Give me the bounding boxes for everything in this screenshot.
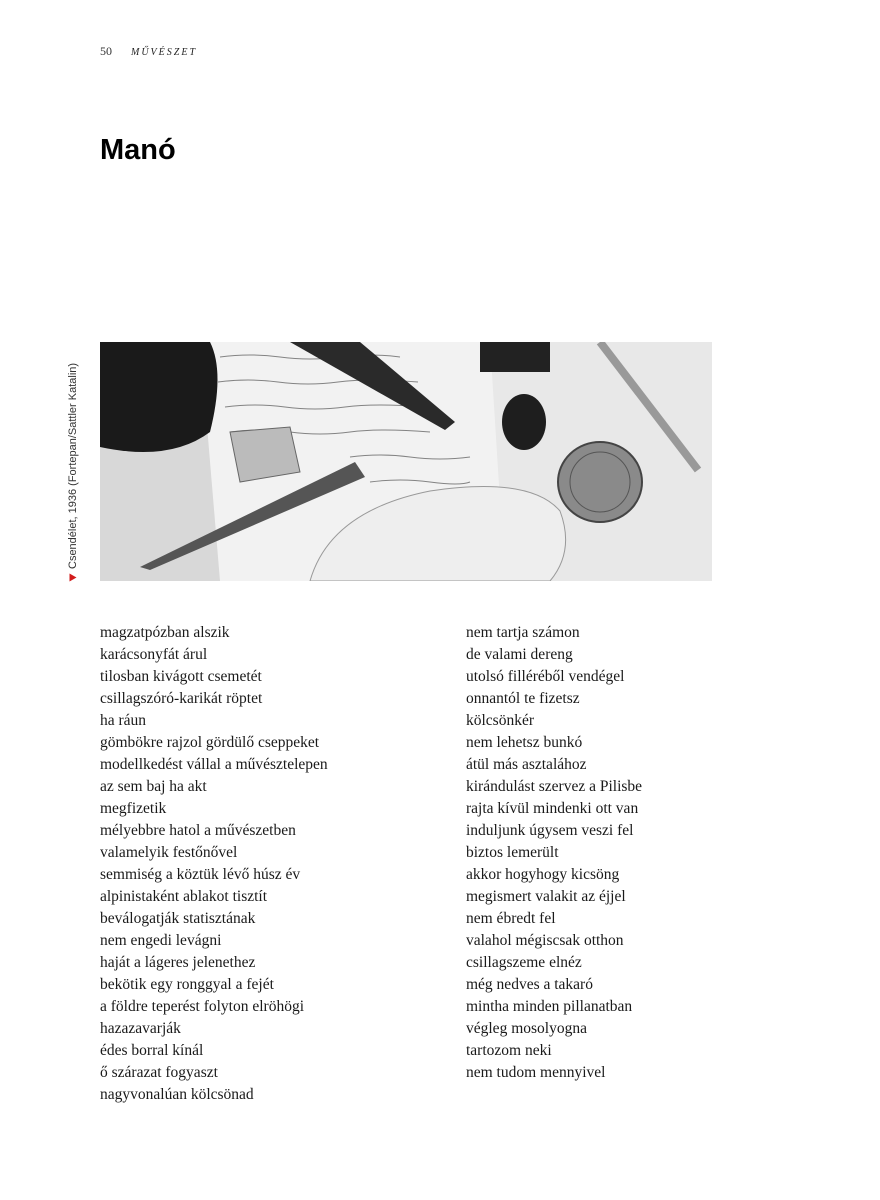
poem-line: nem lehetsz bunkó bbox=[466, 734, 583, 751]
poem-line: nem engedi levágni bbox=[100, 932, 222, 949]
poem-line: kölcsönkér bbox=[466, 712, 535, 729]
poem-line: megfizetik bbox=[100, 800, 167, 817]
caption-marker-icon bbox=[70, 574, 77, 582]
poem-line: alpinistaként ablakot tisztít bbox=[100, 888, 268, 905]
poem-line: végleg mosolyogna bbox=[466, 1020, 587, 1037]
poem-line: csillagszeme elnéz bbox=[466, 954, 582, 971]
poem-line: haját a lágeres jelenethez bbox=[100, 954, 256, 971]
photo-image bbox=[100, 342, 712, 581]
still-life-photo bbox=[100, 342, 712, 581]
poem-line: tilosban kivágott csemetét bbox=[100, 668, 262, 685]
poem-line: az sem baj ha akt bbox=[100, 778, 207, 795]
poem-line: valahol mégiscsak otthon bbox=[466, 932, 624, 949]
poem-line: semmiség a köztük lévő húsz év bbox=[100, 866, 301, 883]
poem-line: de valami dereng bbox=[466, 646, 573, 663]
poem-line: akkor hogyhogy kicsöng bbox=[466, 866, 620, 883]
poem-line: édes borral kínál bbox=[100, 1042, 204, 1059]
poem-line: nem tudom mennyivel bbox=[466, 1064, 606, 1081]
poem-line: utolsó filléréből vendégel bbox=[466, 668, 625, 685]
running-header bbox=[100, 44, 197, 59]
poem-line: tartozom neki bbox=[466, 1042, 552, 1059]
poem-title: Manó bbox=[100, 134, 176, 166]
poem-line: mélyebbre hatol a művészetben bbox=[100, 822, 296, 839]
poem-line: kirándulást szervez a Pilisbe bbox=[466, 778, 643, 795]
poem-line: valamelyik festőnővel bbox=[100, 844, 238, 861]
poem-line: induljunk úgysem veszi fel bbox=[466, 822, 634, 839]
poem-line: nem tartja számon bbox=[466, 624, 580, 641]
poem-line: nagyvonalúan kölcsönad bbox=[100, 1086, 254, 1103]
poem-line: ha ráun bbox=[100, 712, 147, 729]
photo-caption-text: Csendélet, 1936 (Fortepan/Sattler Katalin) bbox=[67, 362, 79, 569]
photo-caption bbox=[67, 363, 79, 581]
poem-line: megismert valakit az éjjel bbox=[466, 888, 626, 905]
poem-line: a földre teperést folyton elröhögi bbox=[100, 998, 305, 1015]
poem-line: nem ébredt fel bbox=[466, 910, 556, 927]
poem-line: mintha minden pillanatban bbox=[466, 998, 633, 1015]
poem-line: rajta kívül mindenki ott van bbox=[466, 800, 639, 817]
poem-line: ő szárazat fogyaszt bbox=[100, 1064, 218, 1081]
poem-line: biztos lemerült bbox=[466, 844, 559, 861]
poem-line: csillagszóró-karikát röptet bbox=[100, 690, 263, 707]
poem-line: bekötik egy ronggyal a fejét bbox=[100, 976, 274, 993]
poem-line: átül más asztalához bbox=[466, 756, 587, 773]
page-number: 50 bbox=[100, 44, 112, 58]
poem-line: magzatpózban alszik bbox=[100, 624, 230, 641]
section-name: MŰVÉSZET bbox=[131, 47, 197, 58]
poem-line: beválogatják statisztának bbox=[100, 910, 256, 927]
poem-column-right bbox=[466, 622, 642, 1084]
poem-line: hazazavarják bbox=[100, 1020, 181, 1037]
poem-line: onnantól te fizetsz bbox=[466, 690, 580, 707]
poem-line: karácsonyfát árul bbox=[100, 646, 208, 663]
poem-line: még nedves a takaró bbox=[466, 976, 593, 993]
poem-line: gömbökre rajzol gördülő cseppeket bbox=[100, 734, 320, 751]
poem-line: modellkedést vállal a művésztelepen bbox=[100, 756, 328, 773]
poem-column-left bbox=[100, 622, 328, 1106]
